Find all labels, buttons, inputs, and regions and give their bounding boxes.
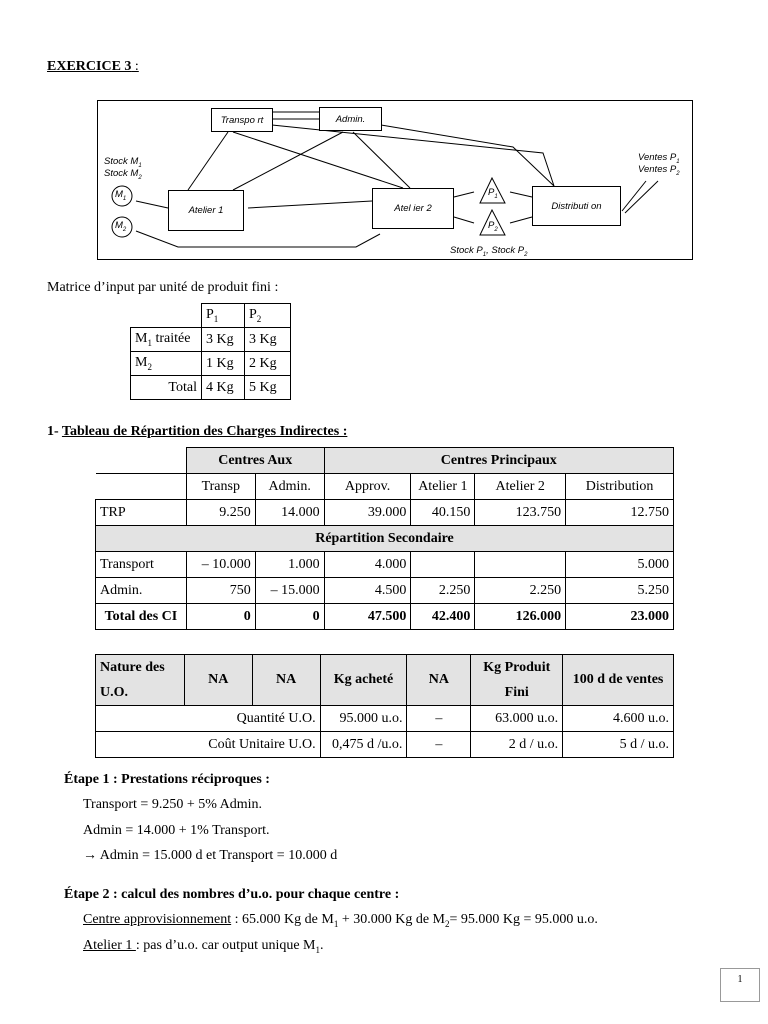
table-row-total: [96, 604, 674, 630]
table-row: [131, 328, 291, 352]
node-distribution: Distributi on: [532, 186, 621, 226]
cell: [411, 552, 475, 578]
row-label-admin: Admin.: [96, 578, 187, 604]
arrow-right-icon: →: [83, 848, 97, 863]
etape1-line2: Admin = 14.000 + 1% Transport.: [83, 823, 270, 838]
cell: 12.750: [566, 500, 674, 526]
cell: 2.250: [411, 578, 475, 604]
row-label-transport: Transport: [96, 552, 187, 578]
cell: 40.150: [411, 500, 475, 526]
matrix-header-p2: $P_2$: [245, 304, 291, 328]
link-p2-distribution: [510, 217, 532, 223]
etape1-title: Étape 1 : Prestations réciproques :: [64, 772, 270, 787]
uo-col-na: NA: [252, 655, 320, 706]
uo-col-na: NA: [407, 655, 471, 706]
uo-col-kg-produit: Kg Produit Fini: [471, 655, 563, 706]
table-row: [96, 706, 674, 732]
cell: 47.500: [324, 604, 411, 630]
uo-col-ventes: 100 d de ventes: [563, 655, 674, 706]
cell: 4.600 u.o.: [563, 706, 674, 732]
link-atelier2-p2: [454, 217, 474, 223]
exercise-title-text: EXERCICE 3: [47, 59, 132, 74]
cell: 750: [186, 578, 255, 604]
link-transport-distribution: [272, 125, 554, 186]
link-distribution-ventes-2: [625, 181, 658, 213]
col-approv: Approv.: [324, 474, 411, 500]
cell: 0: [255, 604, 324, 630]
matrix-cell: 2 Kg: [245, 352, 291, 376]
col-atelier2: Atelier 2: [475, 474, 566, 500]
link-admin-atelier2: [353, 132, 410, 188]
cell: 5.000: [566, 552, 674, 578]
link-admin-atelier1: [233, 132, 343, 190]
cell: 123.750: [475, 500, 566, 526]
col-transp: Transp: [186, 474, 255, 500]
cell: 2.250: [475, 578, 566, 604]
cell: 4.500: [324, 578, 411, 604]
exercise-title-colon: :: [131, 59, 139, 74]
node-atelier2: Atel ier 2: [372, 188, 454, 229]
cell: 2 d / u.o.: [471, 732, 563, 758]
matrix-row-label: $M_2$: [131, 352, 202, 376]
uo-header-row: [96, 655, 674, 706]
table-row: [96, 732, 674, 758]
link-atelier1-atelier2: [248, 201, 372, 208]
label-stock-m2: Stock $M_2$: [104, 168, 142, 181]
etape1-line3: → Admin = 15.000 d et Transport = 10.000 d: [83, 848, 338, 863]
row-label-total: Total des CI: [96, 604, 187, 630]
etape2-title: Étape 2 : calcul des nombres d’u.o. pour chaque centre :: [64, 887, 400, 902]
cell: – 15.000: [255, 578, 324, 604]
cell: –: [407, 732, 471, 758]
input-matrix-table: [130, 303, 291, 400]
row-label-trp: TRP: [96, 500, 187, 526]
cell: –: [407, 706, 471, 732]
cell: 126.000: [475, 604, 566, 630]
node-admin: Admin.: [319, 107, 382, 131]
col-atelier1: Atelier 1: [411, 474, 475, 500]
matrix-cell: 4 Kg: [202, 376, 245, 400]
link-m2-atelier2: [136, 231, 380, 247]
flow-diagram-lines: [98, 101, 694, 261]
etape1-line1: Transport = 9.250 + 5% Admin.: [83, 797, 263, 812]
uo-col-na: NA: [184, 655, 252, 706]
table-row: [131, 376, 291, 400]
matrix-header-p1: $P_1$: [202, 304, 245, 328]
label-m1: $M_1$: [115, 189, 127, 202]
matrix-intro: Matrice d’input par unité de produit fini :: [47, 280, 279, 295]
label-ventes-p2: Ventes $P_2$: [638, 164, 680, 177]
repartition-col-row: [96, 474, 674, 500]
section-1-heading: 1- Tableau de Répartition des Charges Indirectes :: [47, 424, 348, 439]
repartition-secondaire-row: [96, 526, 674, 552]
matrix-cell: 3 Kg: [202, 328, 245, 352]
repartition-table: [95, 447, 674, 630]
table-row: [96, 552, 674, 578]
cell: 63.000 u.o.: [471, 706, 563, 732]
uo-col-kg-achete: Kg acheté: [320, 655, 407, 706]
table-row: [96, 578, 674, 604]
link-admin-distribution: [381, 125, 554, 186]
label-p1: $P_1$: [488, 187, 498, 200]
cell: 23.000: [566, 604, 674, 630]
matrix-cell: 3 Kg: [245, 328, 291, 352]
group-centres-aux: Centres Aux: [186, 448, 324, 474]
cell: 0: [186, 604, 255, 630]
cell: 42.400: [411, 604, 475, 630]
matrix-cell: 5 Kg: [245, 376, 291, 400]
page-number: 1: [720, 968, 760, 1002]
etape2-line1: Centre approvisionnement : 65.000 Kg de $M_1 + 30.000$ Kg de $M_2= 95.000$ Kg = 95.000 u.o.: [83, 912, 598, 929]
link-transport-atelier1: [188, 132, 228, 190]
uo-table: [95, 654, 674, 758]
label-ventes-p1: Ventes $P_1$: [638, 152, 680, 165]
link-transport-atelier2: [233, 132, 403, 188]
link-atelier2-p1: [454, 192, 474, 197]
cell: 39.000: [324, 500, 411, 526]
label-stock-m1: Stock $M_1$: [104, 156, 142, 169]
node-atelier1: Atelier 1: [168, 190, 244, 231]
table-row: [96, 500, 674, 526]
label-p2: $P_2$: [488, 220, 498, 233]
etape2-line2: Atelier 1 : pas d’u.o. car output unique $M_1$.: [83, 938, 324, 955]
repartition-group-row: [96, 448, 674, 474]
uo-cout-label: Coût Unitaire U.O.: [96, 732, 321, 758]
col-admin: Admin.: [255, 474, 324, 500]
col-distribution: Distribution: [566, 474, 674, 500]
matrix-row-label: $M_1$ traitée: [131, 328, 202, 352]
exercise-title: [47, 59, 139, 75]
cell: 9.250: [186, 500, 255, 526]
cell: – 10.000: [186, 552, 255, 578]
cell: 5 d / u.o.: [563, 732, 674, 758]
cell: 0,475 d /u.o.: [320, 732, 407, 758]
matrix-header-row: [131, 304, 291, 328]
cell: 1.000: [255, 552, 324, 578]
cell: 4.000: [324, 552, 411, 578]
link-p1-distribution: [510, 192, 532, 197]
matrix-row-label: Total: [131, 376, 202, 400]
cell: 14.000: [255, 500, 324, 526]
group-centres-principaux: Centres Principaux: [324, 448, 673, 474]
flow-diagram: [97, 100, 693, 260]
cell: 95.000 u.o.: [320, 706, 407, 732]
link-m1-atelier1: [136, 201, 168, 208]
node-transport: Transpo rt: [211, 108, 273, 132]
uo-quantite-label: Quantité U.O.: [96, 706, 321, 732]
cell: [475, 552, 566, 578]
matrix-cell: 1 Kg: [202, 352, 245, 376]
cell: 5.250: [566, 578, 674, 604]
label-m2: $M_2$: [115, 220, 127, 233]
repartition-secondaire-heading: Répartition Secondaire: [96, 526, 674, 552]
uo-nature-label: Nature des U.O.: [96, 655, 185, 706]
table-row: [131, 352, 291, 376]
label-stock-p: Stock $P_1$, Stock $P_2$: [450, 245, 528, 258]
